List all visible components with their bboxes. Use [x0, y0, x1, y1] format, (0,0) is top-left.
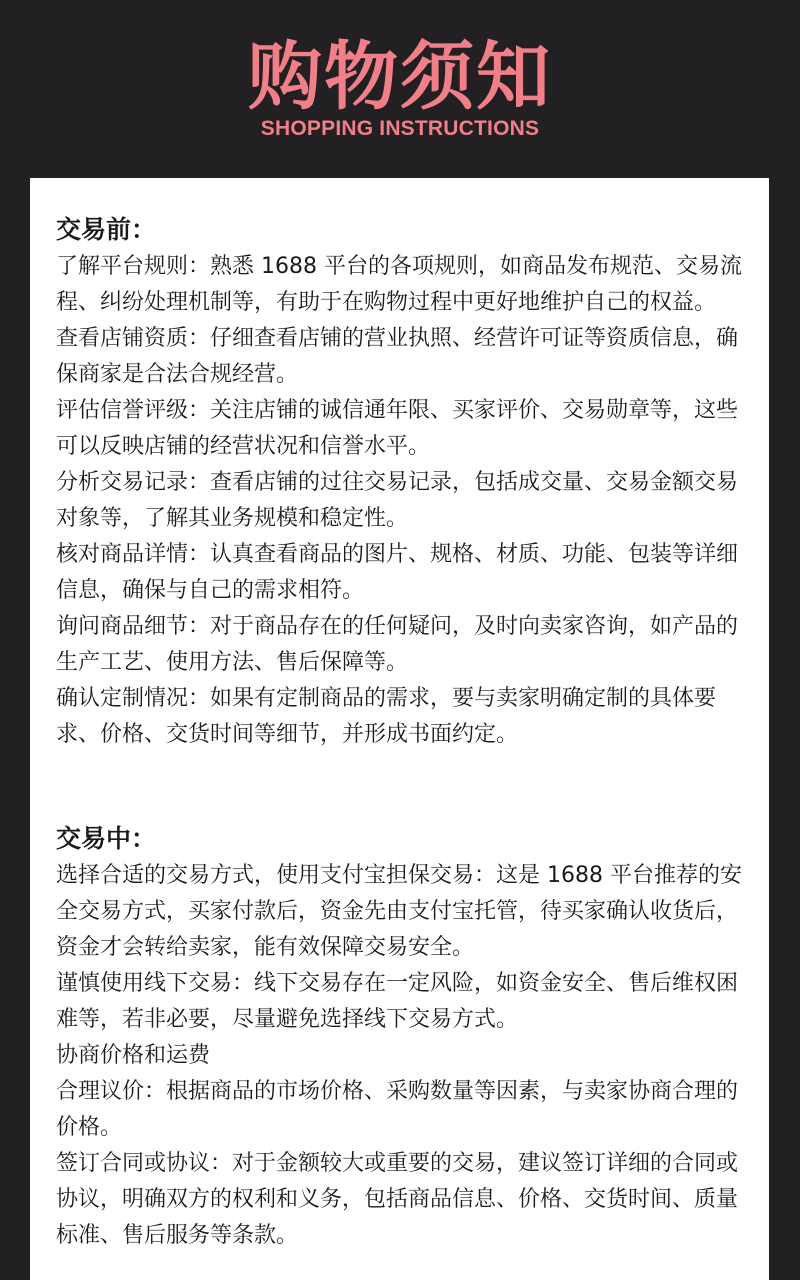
section-heading: 交易前： — [56, 215, 157, 244]
section-during-trade — [56, 820, 756, 1254]
paragraph: 了解平台规则：熟悉 1688 平台的各项规则，如商品发布规范、交易流程、纠纷处理机制等，有助于在购物过程中更好地维护自己的权益。 — [56, 254, 742, 315]
section-before-trade — [56, 211, 756, 753]
paragraph: 分析交易记录：查看店铺的过往交易记录，包括成交量、交易金额交易对象等，了解其业务规模和稳定性。 — [56, 470, 739, 531]
page-title: 购物须知 — [248, 34, 552, 120]
paragraph: 询问商品细节：对于商品存在的任何疑问，及时向卖家咨询，如产品的生产工艺、使用方法、售后保障等。 — [56, 614, 739, 675]
page-header — [0, 0, 800, 178]
paragraph: 查看店铺资质：仔细查看店铺的营业执照、经营许可证等资质信息，确保商家是合法合规经营。 — [56, 326, 739, 387]
instructions-card — [30, 178, 769, 1280]
paragraph: 选择合适的交易方式，使用支付宝担保交易：这是 1688 平台推荐的安全交易方式，买家付款后，资金先由支付宝托管，待买家确认收货后，资金才会转给卖家，能有效保障交易安全。 — [56, 863, 742, 960]
paragraph: 确认定制情况：如果有定制商品的需求，要与卖家明确定制的具体要求、价格、交货时间等细节，并形成书面约定。 — [56, 686, 717, 747]
section-heading: 交易中： — [56, 824, 157, 853]
paragraph: 签订合同或协议：对于金额较大或重要的交易，建议签订详细的合同或协议，明确双方的权利和义务，包括商品信息、价格、交货时间、质量标准、售后服务等条款。 — [56, 1151, 739, 1248]
page-subtitle: SHOPPING INSTRUCTIONS — [260, 117, 540, 140]
paragraph: 谨慎使用线下交易：线下交易存在一定风险，如资金安全、售后维权困难等，若非必要，尽量避免选择线下交易方式。 — [56, 971, 739, 1032]
paragraph: 评估信誉评级：关注店铺的诚信通年限、买家评价、交易勋章等，这些可以反映店铺的经营状况和信誉水平。 — [56, 398, 739, 459]
paragraph: 合理议价：根据商品的市场价格、采购数量等因素，与卖家协商合理的价格。 — [56, 1079, 739, 1140]
paragraph: 核对商品详情：认真查看商品的图片、规格、材质、功能、包装等详细信息，确保与自己的需求相符。 — [56, 542, 739, 603]
paragraph: 协商价格和运费 — [56, 1043, 211, 1068]
